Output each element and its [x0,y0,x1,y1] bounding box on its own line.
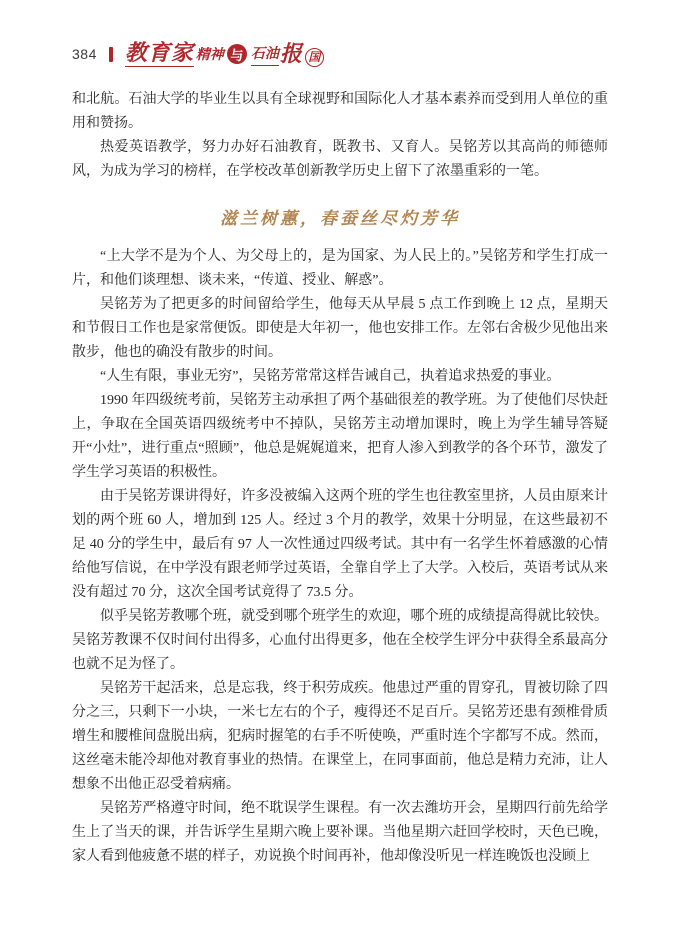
yu-circle-badge: 与 [227,44,247,64]
page-body [72,88,608,869]
paragraph: 吴铭芳干起活来，总是忘我，终于积劳成疾。他患过严重的胃穿孔，胃被切除了四分之三，只剩下一小块，一米七左右的个子，瘦得还不足百斤。吴铭芳还患有颈椎骨质增生和腰椎间盘脱出病，犯病时握笔的右手不听使唤，严重时连个字都写不成。然而，这丝毫未能冷却他对教育事业的热情。在课堂上，在同事面前，他总是精力充沛，让人想象不出他正忍受着病痛。 [72,681,608,792]
paragraph: 和北航。石油大学的毕业生以具有全球视野和国际化人才基本素养而受到用人单位的重用和赞扬。 [72,92,608,131]
brand-shiyou: 石油 [251,46,279,66]
paragraph: “人生有限，事业无穷”，吴铭芳常常这样告诫自己，执着追求热爱的事业。 [100,369,561,384]
brand-jiaoyujia: 教育家 [124,40,194,65]
book-title-logo [125,41,324,67]
running-header [72,38,608,70]
page-number: 384 [72,46,97,62]
header-divider-bar [109,47,113,62]
brand-jingshen: 精神 [195,48,224,63]
paragraph: 热爱英语教学，努力办好石油教育，既教书、又育人。吴铭芳以其高尚的师德师风，为成为学习的榜样，在学校改革创新教学历史上留下了浓墨重彩的一笔。 [72,140,608,179]
guo-circle-stamp: 国 [305,48,324,67]
section-heading: 滋兰树蕙，春蚕丝尽灼芳华 [220,209,460,228]
brand-bao: 报 [279,40,303,66]
paragraph: 1990 年四级统考前，吴铭芳主动承担了两个基础很差的教学班。为了使他们尽快赶上，争取在全国英语四级统考中不掉队，吴铭芳主动增加课时，晚上为学生辅导答疑开“小灶”，进行重点“照顾”，他总是娓娓道来，把育人渗入到教学的各个环节，激发了学生学习英语的积极性。 [72,393,608,480]
paragraph: 吴铭芳严格遵守时间，绝不耽误学生课程。有一次去潍坊开会，星期四行前先给学生上了当天的课，并告诉学生星期六晚上要补课。当他星期六赶回学校时，天色已晚，家人看到他疲惫不堪的样子，劝说换个时间再补，他却像没听见一样连晚饭也没顾上 [72,801,608,864]
paragraph: 由于吴铭芳课讲得好，许多没被编入这两个班的学生也往教室里挤，人员由原来计划的两个班 60 人，增加到 125 人。经过 3 个月的教学，效果十分明显，在这些最初不足 40 分的学生中，最后有 97 人一次性通过四级考试。其中有一名学生怀着感激的心情给他写信说，在中学没有跟老师学过英语，全靠自学上了大学。入校后，英语考试从来没有超过 70 分，这次全国考试竟得了 73.5 分。 [72,489,608,600]
paragraph: “上大学不是为个人、为父母上的，是为国家、为人民上的。”吴铭芳和学生打成一片，和他们谈理想、谈未来，“传道、授业、解惑”。 [72,249,608,288]
paragraph: 似乎吴铭芳教哪个班，就受到哪个班学生的欢迎，哪个班的成绩提高得就比较快。吴铭芳教课不仅时间付出得多，心血付出得更多，他在全校学生评分中获得全系最高分也就不足为怪了。 [72,609,608,672]
paragraph: 吴铭芳为了把更多的时间留给学生，他每天从早晨 5 点工作到晚上 12 点，星期天和节假日工作也是家常便饭。即使是大年初一，他也安排工作。左邻右舍极少见他出来散步，他也的确没有散步的时间。 [72,297,608,360]
